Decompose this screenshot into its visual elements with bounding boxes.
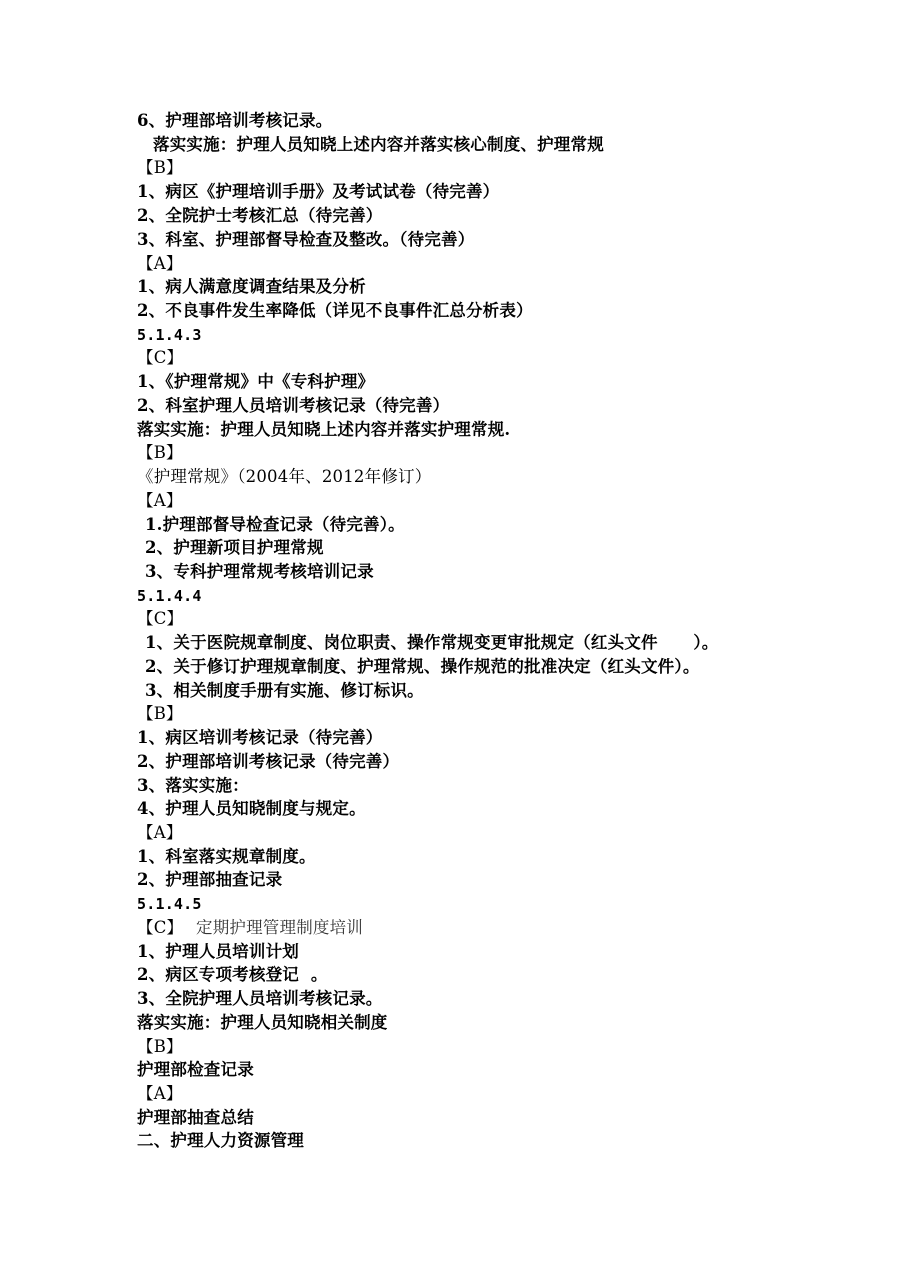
text-line: 2、病区专项考核登记 。 xyxy=(137,965,328,984)
grade-label: 【A】 xyxy=(137,1084,183,1103)
grade-label: 【B】 xyxy=(137,443,183,462)
text-line: 《护理常规》（2004年、2012年修订） xyxy=(137,467,432,486)
text-line: 1、科室落实规章制度。 xyxy=(137,847,316,866)
text-line: 1、关于医院规章制度、岗位职责、操作常规变更审批规定（红头文件 ）。 xyxy=(145,633,719,652)
grade-label: 【B】 xyxy=(137,1037,183,1056)
text-line: 落实实施：护理人员知晓上述内容并落实护理常规. xyxy=(137,420,511,439)
text-line: 3、落实实施： xyxy=(137,776,249,795)
grade-label: 【A】 xyxy=(137,491,183,510)
text-line: 2、关于修订护理规章制度、护理常规、操作规范的批准决定（红头文件）。 xyxy=(145,657,700,676)
grade-label: 【B】 xyxy=(137,158,183,177)
text-line: 1、病区培训考核记录（待完善） xyxy=(137,728,383,747)
text-line: 护理部抽查总结 xyxy=(137,1108,254,1127)
chapter-heading: 二、护理人力资源管理 xyxy=(137,1131,304,1150)
text-line: 1.护理部督导检查记录（待完善）。 xyxy=(145,515,405,534)
section-number: 5.1.4.3 xyxy=(137,326,202,344)
text-line: 2、科室护理人员培训考核记录（待完善） xyxy=(137,396,450,415)
text-line: 3、专科护理常规考核培训记录 xyxy=(145,562,374,581)
grade-label: 【A】 xyxy=(137,823,183,842)
text-line: 护理部检查记录 xyxy=(137,1060,254,1079)
text-line: 落实实施：护理人员知晓上述内容并落实核心制度、护理常规 xyxy=(153,135,604,154)
grade-label: 【B】 xyxy=(137,704,183,723)
grade-label: 【C】 xyxy=(137,609,184,628)
text-line: 2、护理部培训考核记录（待完善） xyxy=(137,752,400,771)
text-line: 2、全院护士考核汇总（待完善） xyxy=(137,206,383,225)
text-line: 1、病区《护理培训手册》及考试试卷（待完善） xyxy=(137,182,500,201)
text-line: 落实实施：护理人员知晓相关制度 xyxy=(137,1013,388,1032)
text-line: 1、病人满意度调查结果及分析 xyxy=(137,277,366,296)
text-line: 6、护理部培训考核记录。 xyxy=(137,111,333,130)
text-line: 2、护理新项目护理常规 xyxy=(145,538,324,557)
section-heading: 定期护理管理制度培训 xyxy=(196,918,363,937)
text-line: 1、《护理常规》中《专科护理》 xyxy=(137,372,375,391)
text-line: 2、护理部抽查记录 xyxy=(137,870,283,889)
grade-label: 【A】 xyxy=(137,254,183,273)
text-line: 4、护理人员知晓制度与规定。 xyxy=(137,799,366,818)
grade-label: 【C】 xyxy=(137,348,184,367)
text-line: 3、全院护理人员培训考核记录。 xyxy=(137,989,383,1008)
section-number: 5.1.4.5 xyxy=(137,895,202,913)
section-number: 5.1.4.4 xyxy=(137,587,202,605)
text-line: 3、相关制度手册有实施、修订标识。 xyxy=(145,681,424,700)
text-line: 3、科室、护理部督导检查及整改。（待完善） xyxy=(137,230,475,249)
text-line: 1、护理人员培训计划 xyxy=(137,942,299,961)
text-line: 2、不良事件发生率降低（详见不良事件汇总分析表） xyxy=(137,301,533,320)
grade-label: 【C】 xyxy=(137,918,184,937)
